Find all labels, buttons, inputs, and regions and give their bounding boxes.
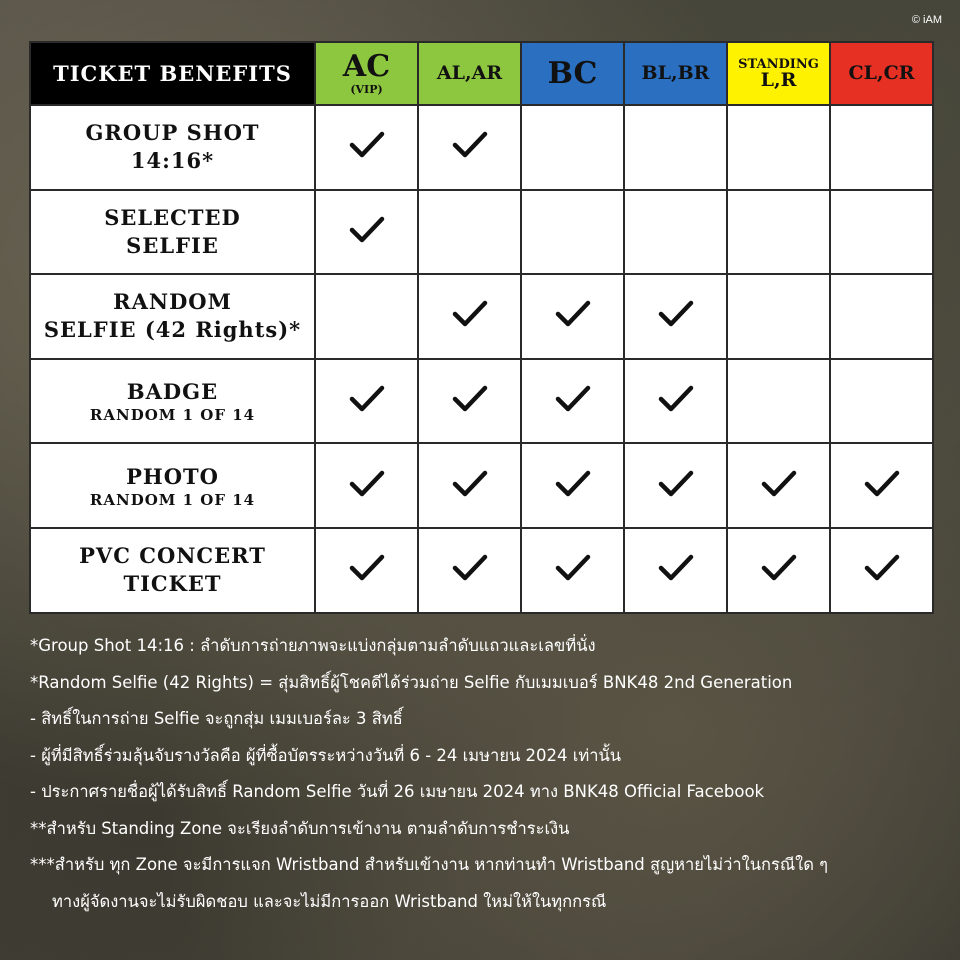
benefit-label (30, 359, 315, 444)
check-icon (864, 469, 900, 499)
check-icon (349, 215, 385, 245)
note-wristband-cont: ทางผู้จัดงานจะไม่รับผิดชอบ และจะไม่มีการออก Wristband ใหม่ให้ในทุกกรณี (52, 891, 607, 911)
benefit-cell-bl-br (624, 105, 727, 190)
benefit-row-pvc-concert-ticket (30, 528, 933, 613)
benefit-cell-cl-cr (830, 190, 933, 275)
ticket-benefits-table (29, 41, 934, 614)
check-icon (452, 130, 488, 160)
benefit-cell-bl-br (624, 190, 727, 275)
tier-header-al-ar (418, 42, 521, 105)
check-icon (452, 384, 488, 414)
note-standing-zone: **สำหรับ Standing Zone จะเรียงลำดับการเข้างาน ตามลำดับการชำระเงิน (30, 818, 570, 838)
check-icon (555, 553, 591, 583)
check-icon (658, 469, 694, 499)
benefit-cell-bc (521, 528, 624, 613)
benefit-cell-bc (521, 443, 624, 528)
tier-label: L,R (760, 68, 797, 91)
benefit-cell-ac (315, 274, 418, 359)
benefit-label-line2: SELFIE (42 Rights)* (43, 317, 302, 343)
benefit-cell-cl-cr (830, 528, 933, 613)
tier-toplabel: STANDING (738, 56, 819, 72)
check-icon (555, 299, 591, 329)
tier-header-bc (521, 42, 624, 105)
check-icon (349, 384, 385, 414)
benefit-cell-al-ar (418, 190, 521, 275)
tier-header-cl-cr (830, 42, 933, 105)
benefit-cell-ac (315, 528, 418, 613)
note-group-shot: *Group Shot 14:16 : ลำดับการถ่ายภาพจะแบ่งกลุ่มตามลำดับแถวและเลขที่นั่ง (30, 636, 596, 655)
benefit-cell-cl-cr (830, 443, 933, 528)
benefit-cell-standing (727, 528, 830, 613)
benefit-cell-bl-br (624, 359, 727, 444)
check-icon (555, 384, 591, 414)
tier-label: AL,AR (436, 62, 503, 84)
benefit-cell-bc (521, 274, 624, 359)
benefit-cell-bc (521, 190, 624, 275)
note-wristband: ***สำหรับ ทุก Zone จะมีการแจก Wristband สำหรับเข้างาน หากท่านทำ Wristband สูญหายไม่ว่าในกรณีใด ๆ (30, 855, 829, 874)
tier-header-standing (727, 42, 830, 105)
tier-header-bl-br (624, 42, 727, 105)
check-icon (349, 553, 385, 583)
benefit-label (30, 528, 315, 613)
notes-section (30, 628, 930, 920)
benefit-cell-ac (315, 359, 418, 444)
benefit-cell-ac (315, 105, 418, 190)
check-icon (761, 469, 797, 499)
benefit-row-selected-selfie (30, 190, 933, 275)
benefit-row-badge (30, 359, 933, 444)
check-icon (452, 553, 488, 583)
tier-label: CL,CR (848, 62, 915, 84)
note-selfie-rights: - สิทธิ์ในการถ่าย Selfie จะถูกสุ่ม เมมเบอร์ละ 3 สิทธิ์ (30, 709, 403, 728)
benefit-label (30, 443, 315, 528)
benefit-cell-standing (727, 190, 830, 275)
benefit-row-photo (30, 443, 933, 528)
benefit-label-line1: BADGE (126, 378, 219, 404)
tier-sublabel: (VIP) (350, 83, 383, 96)
benefit-cell-standing (727, 359, 830, 444)
note-random-selfie: *Random Selfie (42 Rights) = สุ่มสิทธิ์ผู้โชคดีได้ร่วมถ่าย Selfie กับเมมเบอร์ BNK48 2nd Generation (30, 672, 793, 692)
benefit-cell-ac (315, 443, 418, 528)
benefit-label (30, 274, 315, 359)
copyright-label: © iAM (911, 14, 942, 26)
benefit-label-line1: GROUP SHOT (85, 119, 260, 145)
check-icon (452, 469, 488, 499)
benefit-cell-cl-cr (830, 105, 933, 190)
benefit-cell-standing (727, 443, 830, 528)
benefit-label-line2: SELFIE (126, 232, 219, 258)
benefit-row-random-selfie (30, 274, 933, 359)
check-icon (555, 469, 591, 499)
benefit-label (30, 105, 315, 190)
benefit-cell-standing (727, 105, 830, 190)
check-icon (658, 384, 694, 414)
benefit-cell-cl-cr (830, 274, 933, 359)
check-icon (658, 553, 694, 583)
tier-label: BC (547, 55, 598, 91)
table-header-row (30, 42, 933, 105)
benefit-label-line2: RANDOM 1 OF 14 (89, 490, 256, 509)
benefit-cell-bl-br (624, 528, 727, 613)
benefit-cell-al-ar (418, 443, 521, 528)
benefit-cell-bc (521, 105, 624, 190)
tier-label: BL,BR (641, 62, 710, 84)
benefit-cell-al-ar (418, 359, 521, 444)
benefit-row-group-shot (30, 105, 933, 190)
benefit-label-line2: 14:16* (130, 148, 215, 174)
tier-header-ac (315, 42, 418, 105)
check-icon (658, 299, 694, 329)
benefit-cell-bl-br (624, 443, 727, 528)
benefit-label-line1: PHOTO (126, 463, 219, 489)
benefit-cell-al-ar (418, 274, 521, 359)
check-icon (349, 469, 385, 499)
benefit-label-line2: RANDOM 1 OF 14 (89, 406, 256, 425)
benefit-label-line1: PVC CONCERT (79, 542, 266, 568)
benefit-label-line2: TICKET (123, 571, 222, 597)
benefit-cell-bl-br (624, 274, 727, 359)
benefit-label-line1: RANDOM (113, 289, 232, 315)
benefit-cell-standing (727, 274, 830, 359)
benefit-cell-ac (315, 190, 418, 275)
table-title: TICKET BENEFITS (30, 42, 315, 105)
benefit-label (30, 190, 315, 275)
check-icon (864, 553, 900, 583)
benefit-cell-al-ar (418, 105, 521, 190)
check-icon (452, 299, 488, 329)
benefit-cell-bc (521, 359, 624, 444)
benefit-cell-al-ar (418, 528, 521, 613)
check-icon (349, 130, 385, 160)
tier-label: AC (342, 49, 391, 84)
benefit-label-line1: SELECTED (104, 204, 241, 230)
note-eligibility: - ผู้ที่มีสิทธิ์ร่วมลุ้นจับรางวัลคือ ผู้ที่ซื้อบัตรระหว่างวันที่ 6 - 24 เมษายน 2024 เท่านั้น (30, 745, 622, 765)
benefit-cell-cl-cr (830, 359, 933, 444)
check-icon (761, 553, 797, 583)
note-announcement: - ประกาศรายชื่อผู้ได้รับสิทธิ์ Random Selfie วันที่ 26 เมษายน 2024 ทาง BNK48 Official Facebook (30, 782, 765, 801)
